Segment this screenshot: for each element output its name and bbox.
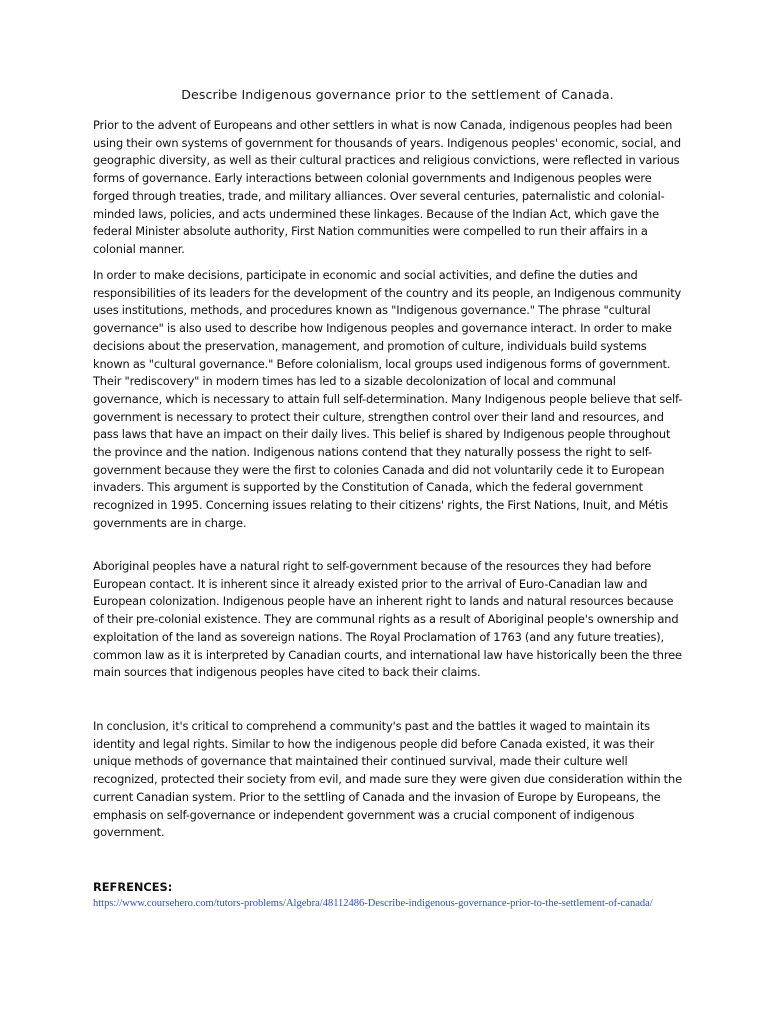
- paragraph-introduction: Prior to the advent of Europeans and other settlers in what is now Canada, indigenous peoples had been using their own systems of government for thousands of years. Indigenous peoples' economic, social, and geographic diversity, as well as their cultural practices and religious convictions, were reflected in various forms of governance. Early interactions between colonial governments and Indigenous peoples were forged through treaties, trade, and military alliances. Over several centuries, paternalistic and colonial-minded laws, policies, and acts undermined these linkages. Because of the Indian Act, which gave the federal Minister absolute authority, First Nation communities were compelled to run their affairs in a colonial manner.: [93, 118, 681, 256]
- document-title: Describe Indigenous governance prior to the settlement of Canada.: [181, 87, 614, 102]
- paragraph-aboriginal-rights: Aboriginal peoples have a natural right to self-government because of the resources they had before European contact. It is inherent since it already existed prior to the arrival of Euro-Canadian law and European colonization. Indigenous people have an inherent right to lands and natural resources because of their pre-colonial existence. They are communal rights as a result of Aboriginal people's ownership and exploitation of the land as sovereign nations. The Royal Proclamation of 1763 (and any future treaties), common law as it is interpreted by Canadian courts, and international law have historically been the three main sources that indigenous peoples have cited to back their claims.: [93, 559, 682, 680]
- paragraph-indigenous-governance: In order to make decisions, participate in economic and social activities, and define the duties and responsibilities of its leaders for the development of the country and its people, an Indigenous community uses institutions, methods, and procedures known as "Indigenous governance." The phrase "cultural governance" is also used to describe how Indigenous peoples and governance interact. In order to make decisions about the preservation, management, and promotion of culture, individuals build systems known as "cultural governance." Before colonialism, local groups used indigenous forms of government. Their "rediscovery" in modern times has led to a sizable decolonization of local and communal governance, which is necessary to attain full self-determination. Many Indigenous people believe that self-government is necessary to protect their culture, strengthen control over their land and resources, and pass laws that have an impact on their daily lives. This belief is shared by Indigenous people throughout the province and the nation. Indigenous nations contend that they naturally possess the right to self-government because they were the first to colonies Canada and did not voluntarily cede it to European invaders. This argument is supported by the Constitution of Canada, which the federal government recognized in 1995. Concerning issues relating to their citizens' rights, the First Nations, Inuit, and Métis governments are in charge.: [93, 268, 683, 530]
- paragraph-conclusion: In conclusion, it's critical to comprehend a community's past and the battles it waged to maintain its identity and legal rights. Similar to how the indigenous people did before Canada existed, it was their unique methods of governance that maintained their continued survival, made their culture well recognized, protected their society from evil, and made sure they were given due consideration within the current Canadian system. Prior to the settling of Canada and the invasion of Europe by Europeans, the emphasis on self-governance or independent government was a crucial component of indigenous government.: [93, 719, 682, 840]
- reference-link[interactable]: https://www.coursehero.com/tutors-problems/Algebra/48112486-Describe-indigenous-governance-prior-to-the-settlement-of-canada/: [93, 898, 653, 909]
- references-heading: REFRENCES:: [93, 880, 173, 894]
